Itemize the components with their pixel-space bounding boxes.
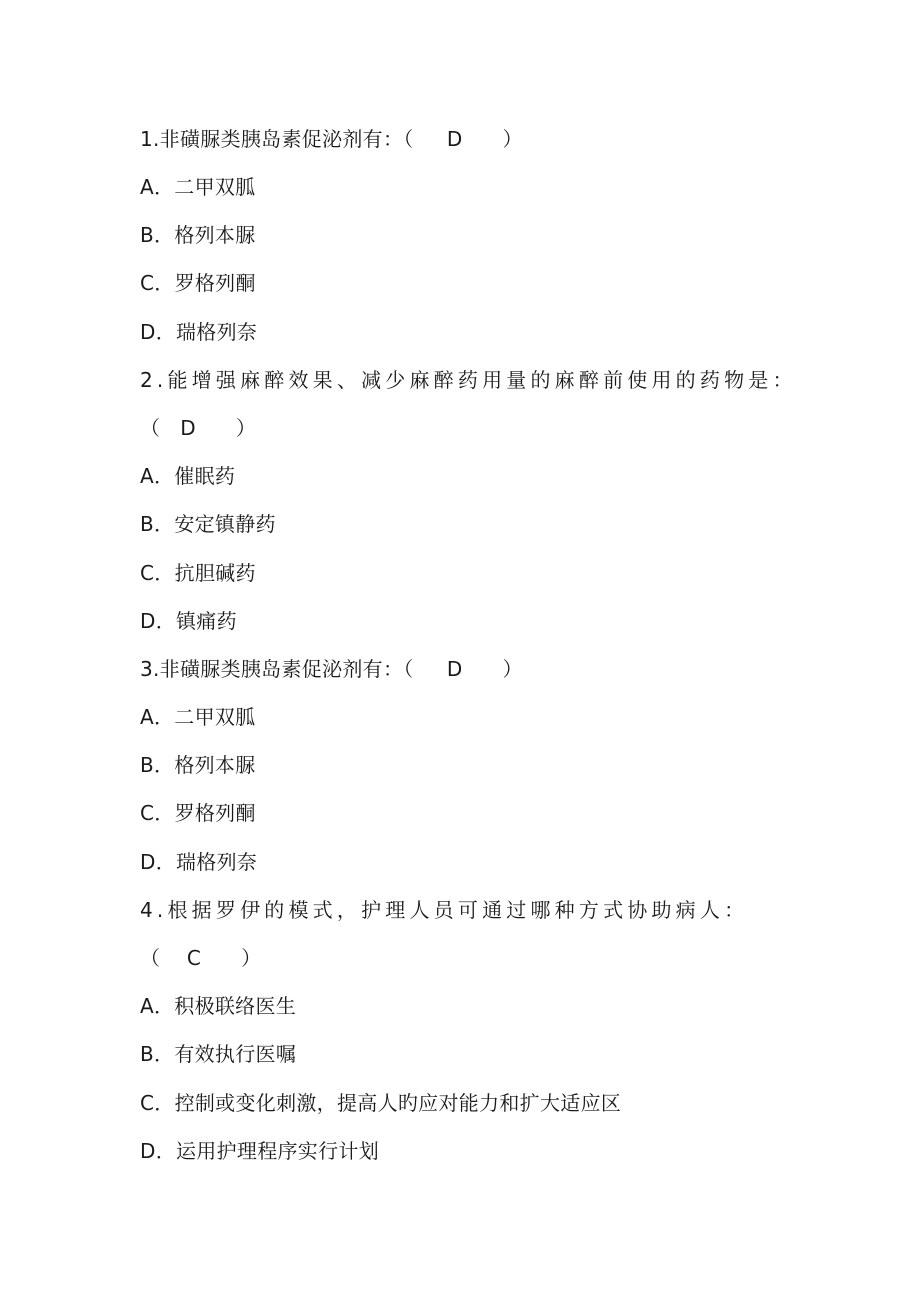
question-3-stem: 3.非磺脲类胰岛素促泌剂有：（ D ） [140, 657, 523, 681]
question-2-answer: （ D ） [140, 416, 257, 440]
question-1-stem: 1.非磺脲类胰岛素促泌剂有：（ D ） [140, 127, 523, 151]
question-1-option-a: A．二甲双胍 [140, 175, 256, 199]
question-4-option-c: C．控制或变化刺激，提高人旳应对能力和扩大适应区 [140, 1091, 622, 1115]
question-2-option-a: A．催眠药 [140, 464, 236, 488]
question-3-option-d: D．瑞格列奈 [140, 850, 258, 874]
question-2-option-b: B．安定镇静药 [140, 512, 276, 536]
question-4-option-b: B．有效执行医嘱 [140, 1042, 297, 1066]
question-4-answer: （ C ） [140, 946, 262, 970]
question-1-option-b: B．格列本脲 [140, 223, 256, 247]
question-1-option-d: D．瑞格列奈 [140, 320, 258, 344]
question-3-option-c: C．罗格列酮 [140, 801, 256, 825]
question-4-stem: 4.根据罗伊的模式，护理人员可通过哪种方式协助病人： [140, 898, 749, 922]
question-2-stem: 2.能增强麻醉效果、减少麻醉药用量的麻醉前使用的药物是： [140, 368, 797, 392]
question-2-option-c: C．抗胆碱药 [140, 561, 256, 585]
question-1-option-c: C．罗格列酮 [140, 271, 256, 295]
question-4-option-d: D．运用护理程序实行计划 [140, 1139, 380, 1163]
question-3-option-b: B．格列本脲 [140, 753, 256, 777]
question-4-option-a: A．积极联络医生 [140, 994, 297, 1018]
question-3-option-a: A．二甲双胍 [140, 705, 256, 729]
question-2-option-d: D．镇痛药 [140, 609, 237, 633]
